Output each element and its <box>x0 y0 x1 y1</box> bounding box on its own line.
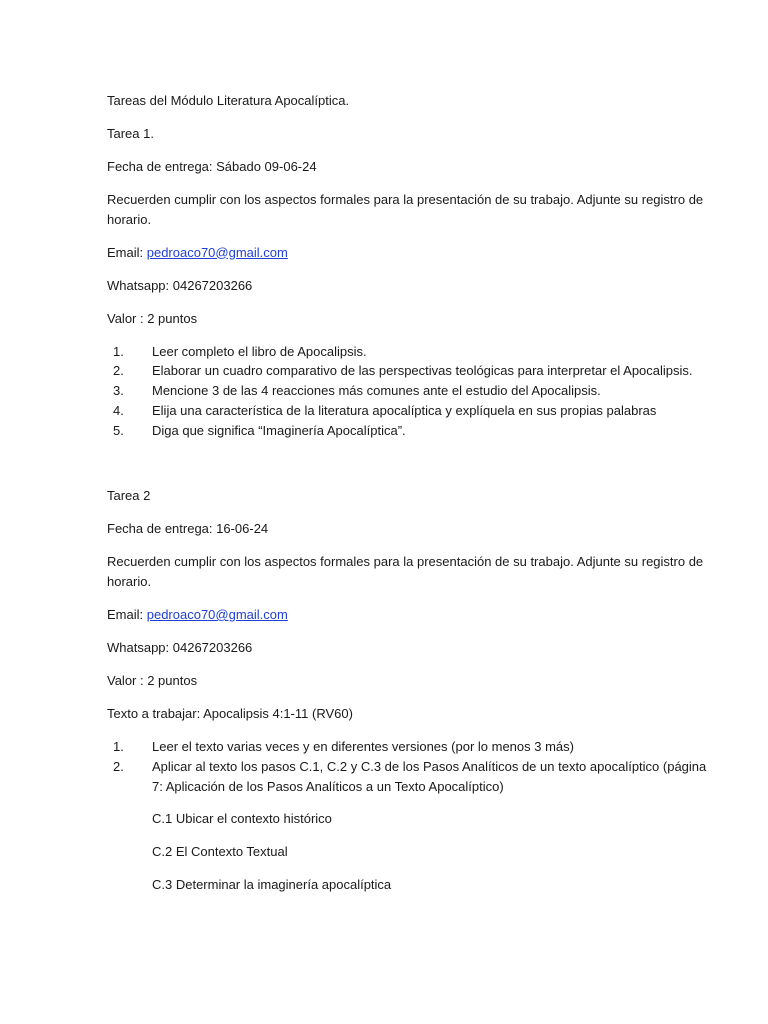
list-item <box>107 342 707 362</box>
tarea2-valor: Valor : 2 puntos <box>107 672 198 688</box>
list-item-text: Aplicar al texto los pasos C.1, C.2 y C.3 de los Pasos Analíticos de un texto apocalíptico (página 7: Aplicación de los Pasos Analíticos a un Texto Apocalíptico) <box>152 758 707 794</box>
tarea2-email-label: Email: <box>107 606 147 622</box>
list-item <box>107 361 707 381</box>
tarea2-subitem: C.3 Determinar la imaginería apocalíptica <box>152 877 392 893</box>
list-item-text: Elaborar un cuadro comparativo de las perspectivas teológicas para interpretar el Apocalipsis. <box>152 363 693 379</box>
tarea1-fecha: Fecha de entrega: Sábado 09-06-24 <box>107 159 317 174</box>
tarea1-email-line <box>107 243 707 263</box>
tarea2-list <box>107 737 707 796</box>
list-item-number: 4. <box>113 402 124 418</box>
tarea2-fecha: Fecha de entrega: 16-06-24 <box>107 521 269 537</box>
list-item-text: Diga que significa “Imaginería Apocalíptica”. <box>152 422 406 438</box>
tarea1-list <box>107 342 707 441</box>
tarea2-whatsapp: Whatsapp: 04267203266 <box>107 639 253 655</box>
list-item <box>107 421 707 441</box>
tarea2-aviso: Recuerden cumplir con los aspectos formales para la presentación de su trabajo. Adjunte su registro de horario. <box>107 554 704 589</box>
tarea2-email-link[interactable]: pedroaco70@gmail.com <box>146 606 288 622</box>
list-item-number: 1. <box>113 343 124 359</box>
list-item-number: 5. <box>113 422 124 438</box>
list-item-number: 1. <box>113 738 124 754</box>
list-item-text: Mencione 3 de las 4 reacciones más comunes ante el estudio del Apocalipsis. <box>152 383 601 399</box>
tarea2-heading: Tarea 2 <box>107 488 151 504</box>
list-item-number: 3. <box>113 383 124 399</box>
tarea2-subitem: C.1 Ubicar el contexto histórico <box>152 811 332 827</box>
tarea1-heading: Tarea 1. <box>107 126 154 141</box>
tarea1-valor: Valor : 2 puntos <box>107 310 198 326</box>
list-item <box>107 757 707 797</box>
document-page <box>107 91 707 908</box>
list-item-text: Leer completo el libro de Apocalipsis. <box>152 343 367 359</box>
list-item-number: 2. <box>113 758 124 774</box>
tarea2-texto: Texto a trabajar: Apocalipsis 4:1-11 (RV60) <box>107 705 353 721</box>
document-title: Tareas del Módulo Literatura Apocalíptica. <box>107 93 350 108</box>
tarea1-aviso: Recuerden cumplir con los aspectos formales para la presentación de su trabajo. Adjunte su registro de horario. <box>107 192 704 227</box>
list-item <box>107 737 707 757</box>
tarea1-email-link[interactable]: pedroaco70@gmail.com <box>146 244 288 260</box>
list-item-text: Elija una característica de la literatura apocalíptica y explíquela en sus propias palabras <box>152 402 657 418</box>
tarea1-email-label: Email: <box>107 244 147 260</box>
tarea2-email-line <box>107 605 707 625</box>
tarea2-subitem: C.2 El Contexto Textual <box>152 844 288 860</box>
list-item-text: Leer el texto varias veces y en diferentes versiones (por lo menos 3 más) <box>152 738 574 754</box>
list-item <box>107 401 707 421</box>
tarea1-whatsapp: Whatsapp: 04267203266 <box>107 277 253 293</box>
list-item <box>107 381 707 401</box>
list-item-number: 2. <box>113 363 124 379</box>
